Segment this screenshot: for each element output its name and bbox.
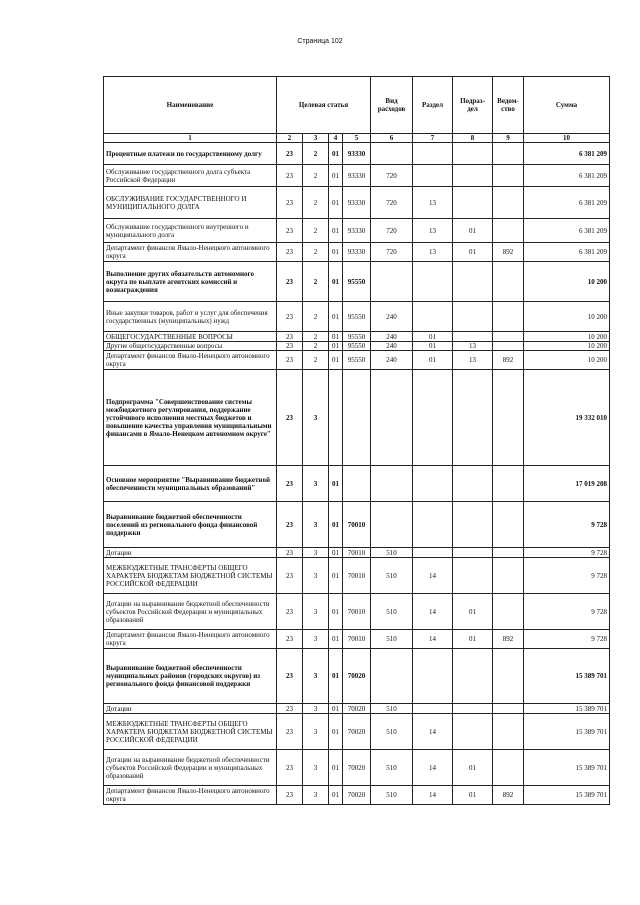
page-number: Страница 102 — [297, 38, 343, 45]
row-name: Другие общегосударственные вопросы — [104, 342, 277, 351]
target-code-1: 23 — [277, 558, 303, 594]
target-code-4: 70010 — [343, 630, 371, 649]
row-name: Департамент финансов Ямало-Ненецкого автономного округа — [104, 351, 277, 370]
table-row — [104, 370, 610, 466]
sum-cell: 10 200 — [524, 302, 610, 332]
expense-type-cell: 720 — [371, 187, 413, 219]
target-code-2: 3 — [303, 704, 329, 714]
expense-type-cell: 240 — [371, 342, 413, 351]
department-cell — [493, 466, 524, 502]
target-code-1: 23 — [277, 750, 303, 786]
sum-cell: 10 200 — [524, 351, 610, 370]
section-cell — [413, 704, 453, 714]
target-code-2: 3 — [303, 630, 329, 649]
target-code-4: 70010 — [343, 594, 371, 630]
expense-type-cell: 720 — [371, 165, 413, 187]
table-row — [104, 243, 610, 262]
table-row — [104, 219, 610, 243]
table-row — [104, 143, 610, 165]
sum-cell: 6 381 209 — [524, 165, 610, 187]
section-cell: 01 — [413, 332, 453, 342]
expense-type-cell — [371, 649, 413, 704]
table-row — [104, 302, 610, 332]
sum-cell: 9 728 — [524, 502, 610, 548]
target-code-4: 70020 — [343, 786, 371, 805]
target-code-2: 3 — [303, 714, 329, 750]
expense-type-cell: 510 — [371, 786, 413, 805]
section-cell — [413, 466, 453, 502]
department-cell — [493, 219, 524, 243]
target-code-2: 2 — [303, 165, 329, 187]
header-name: Наименование — [104, 77, 277, 134]
target-code-3: 01 — [329, 704, 343, 714]
row-name: Департамент финансов Ямало-Ненецкого автономного округа — [104, 630, 277, 649]
subsection-cell — [453, 502, 493, 548]
header-row — [104, 77, 610, 134]
target-code-3 — [329, 370, 343, 466]
section-cell: 14 — [413, 630, 453, 649]
column-number: 7 — [413, 134, 453, 143]
section-cell: 13 — [413, 243, 453, 262]
target-code-3: 01 — [329, 630, 343, 649]
target-code-2: 2 — [303, 243, 329, 262]
subsection-cell — [453, 558, 493, 594]
row-name: Выполнение других обязательств автономного округа по выплате агентских комиссий и вознаграждения — [104, 262, 277, 302]
target-code-1: 23 — [277, 302, 303, 332]
sum-cell: 10 200 — [524, 332, 610, 342]
subsection-cell — [453, 262, 493, 302]
target-code-2: 2 — [303, 351, 329, 370]
sum-cell: 10 200 — [524, 262, 610, 302]
sum-cell: 15 389 701 — [524, 649, 610, 704]
row-name: Основное мероприятие "Выравнивание бюджетной обеспеченности муниципальных образований" — [104, 466, 277, 502]
column-number: 2 — [277, 134, 303, 143]
department-cell — [493, 750, 524, 786]
row-name: Выравнивание бюджетной обеспеченности муниципальных районов (городских округов) из регионального фонда финансовой поддержки — [104, 649, 277, 704]
target-code-2: 2 — [303, 342, 329, 351]
header-target: Целевая статья — [277, 77, 371, 134]
target-code-4: 70020 — [343, 750, 371, 786]
expense-type-cell: 510 — [371, 594, 413, 630]
target-code-3: 01 — [329, 243, 343, 262]
expense-type-cell: 720 — [371, 219, 413, 243]
row-name: Департамент финансов Ямало-Ненецкого автономного округа — [104, 786, 277, 805]
section-cell — [413, 143, 453, 165]
target-code-3: 01 — [329, 548, 343, 558]
expense-type-cell — [371, 143, 413, 165]
row-name: Выравнивание бюджетной обеспеченности поселений из регионального фонда финансовой поддержки — [104, 502, 277, 548]
section-cell — [413, 370, 453, 466]
target-code-3: 01 — [329, 165, 343, 187]
department-cell — [493, 165, 524, 187]
subsection-cell — [453, 302, 493, 332]
sum-cell: 6 381 209 — [524, 243, 610, 262]
target-code-4: 95550 — [343, 262, 371, 302]
target-code-1: 23 — [277, 243, 303, 262]
department-cell: 892 — [493, 786, 524, 805]
target-code-1: 23 — [277, 187, 303, 219]
subsection-cell: 01 — [453, 594, 493, 630]
target-code-4: 93330 — [343, 187, 371, 219]
row-name: Департамент финансов Ямало-Ненецкого автономного округа — [104, 243, 277, 262]
department-cell: 892 — [493, 351, 524, 370]
sum-cell: 15 389 701 — [524, 750, 610, 786]
target-code-4: 70010 — [343, 502, 371, 548]
expense-type-cell — [371, 262, 413, 302]
target-code-2: 3 — [303, 558, 329, 594]
subsection-cell: 01 — [453, 750, 493, 786]
row-name: Дотации — [104, 548, 277, 558]
section-cell — [413, 548, 453, 558]
subsection-cell — [453, 187, 493, 219]
row-name: Дотации на выравнивание бюджетной обеспеченности субъектов Российской Федерации и муниципальных образований — [104, 594, 277, 630]
subsection-cell — [453, 704, 493, 714]
row-name: Обслуживание государственного долга субъекта Российской Федерации — [104, 165, 277, 187]
target-code-2: 2 — [303, 262, 329, 302]
target-code-1: 23 — [277, 548, 303, 558]
target-code-2: 3 — [303, 786, 329, 805]
table-row — [104, 262, 610, 302]
row-name: Обслуживание государственного внутреннего и муниципального долга — [104, 219, 277, 243]
target-code-4: 93330 — [343, 165, 371, 187]
target-code-2: 2 — [303, 332, 329, 342]
expense-type-cell: 510 — [371, 704, 413, 714]
target-code-3: 01 — [329, 594, 343, 630]
section-cell: 13 — [413, 187, 453, 219]
row-name: МЕЖБЮДЖЕТНЫЕ ТРАНСФЕРТЫ ОБЩЕГО ХАРАКТЕРА БЮДЖЕТАМ БЮДЖЕТНОЙ СИСТЕМЫ РОССИЙСКОЙ ФЕДЕРАЦИИ — [104, 558, 277, 594]
section-cell: 14 — [413, 786, 453, 805]
target-code-2: 3 — [303, 649, 329, 704]
column-number: 8 — [453, 134, 493, 143]
table-row — [104, 786, 610, 805]
column-number-row — [104, 134, 610, 143]
target-code-2: 3 — [303, 594, 329, 630]
table-row — [104, 342, 610, 351]
header-expense-type: Вид расходов — [371, 77, 413, 134]
department-cell — [493, 594, 524, 630]
target-code-4: 70020 — [343, 704, 371, 714]
header-sum: Сумма — [524, 77, 610, 134]
target-code-3: 01 — [329, 187, 343, 219]
table-row — [104, 649, 610, 704]
department-cell — [493, 342, 524, 351]
subsection-cell: 01 — [453, 786, 493, 805]
expense-type-cell: 510 — [371, 558, 413, 594]
target-code-4: 95550 — [343, 332, 371, 342]
target-code-3: 01 — [329, 714, 343, 750]
table-row — [104, 351, 610, 370]
target-code-1: 23 — [277, 219, 303, 243]
department-cell — [493, 187, 524, 219]
table-row — [104, 630, 610, 649]
sum-cell: 9 728 — [524, 630, 610, 649]
target-code-4 — [343, 370, 371, 466]
target-code-2: 3 — [303, 750, 329, 786]
target-code-4 — [343, 466, 371, 502]
expense-type-cell — [371, 466, 413, 502]
department-cell — [493, 502, 524, 548]
target-code-3: 01 — [329, 262, 343, 302]
target-code-1: 23 — [277, 351, 303, 370]
expense-type-cell: 720 — [371, 243, 413, 262]
sum-cell: 15 389 701 — [524, 704, 610, 714]
section-cell — [413, 262, 453, 302]
target-code-2: 3 — [303, 466, 329, 502]
department-cell — [493, 370, 524, 466]
target-code-2: 2 — [303, 143, 329, 165]
expense-type-cell: 510 — [371, 630, 413, 649]
row-name: Иные закупки товаров, работ и услуг для обеспечения государственных (муниципальных) нужд — [104, 302, 277, 332]
target-code-1: 23 — [277, 786, 303, 805]
target-code-1: 23 — [277, 466, 303, 502]
expense-type-cell: 240 — [371, 351, 413, 370]
section-cell — [413, 502, 453, 548]
expense-type-cell: 240 — [371, 332, 413, 342]
target-code-1: 23 — [277, 165, 303, 187]
department-cell — [493, 262, 524, 302]
table-row — [104, 466, 610, 502]
department-cell — [493, 143, 524, 165]
table-row — [104, 165, 610, 187]
sum-cell: 9 728 — [524, 558, 610, 594]
target-code-2: 3 — [303, 548, 329, 558]
target-code-1: 23 — [277, 502, 303, 548]
sum-cell: 6 381 209 — [524, 143, 610, 165]
row-name: Процентные платежи по государственному долгу — [104, 143, 277, 165]
target-code-4: 95550 — [343, 302, 371, 332]
expense-type-cell: 510 — [371, 714, 413, 750]
section-cell — [413, 165, 453, 187]
target-code-4: 70010 — [343, 558, 371, 594]
table-row — [104, 750, 610, 786]
target-code-1: 23 — [277, 332, 303, 342]
department-cell — [493, 548, 524, 558]
target-code-1: 23 — [277, 143, 303, 165]
column-number: 5 — [343, 134, 371, 143]
section-cell: 13 — [413, 219, 453, 243]
column-number: 1 — [104, 134, 277, 143]
table-row — [104, 187, 610, 219]
row-name: ОБСЛУЖИВАНИЕ ГОСУДАРСТВЕННОГО И МУНИЦИПАЛЬНОГО ДОЛГА — [104, 187, 277, 219]
column-number: 4 — [329, 134, 343, 143]
sum-cell: 6 381 209 — [524, 187, 610, 219]
section-cell — [413, 649, 453, 704]
target-code-1: 23 — [277, 630, 303, 649]
subsection-cell — [453, 143, 493, 165]
target-code-4: 70020 — [343, 714, 371, 750]
target-code-1: 23 — [277, 714, 303, 750]
row-name: МЕЖБЮДЖЕТНЫЕ ТРАНСФЕРТЫ ОБЩЕГО ХАРАКТЕРА БЮДЖЕТАМ БЮДЖЕТНОЙ СИСТЕМЫ РОССИЙСКОЙ ФЕДЕРАЦИИ — [104, 714, 277, 750]
table-row — [104, 594, 610, 630]
sum-cell: 10 200 — [524, 342, 610, 351]
sum-cell: 17 019 208 — [524, 466, 610, 502]
target-code-3: 01 — [329, 143, 343, 165]
column-number: 9 — [493, 134, 524, 143]
sum-cell: 6 381 209 — [524, 219, 610, 243]
department-cell — [493, 649, 524, 704]
target-code-1: 23 — [277, 370, 303, 466]
target-code-2: 3 — [303, 502, 329, 548]
section-cell — [413, 302, 453, 332]
column-number: 10 — [524, 134, 610, 143]
sum-cell: 9 728 — [524, 548, 610, 558]
expense-type-cell — [371, 370, 413, 466]
target-code-3: 01 — [329, 219, 343, 243]
row-name: Дотации на выравнивание бюджетной обеспеченности субъектов Российской Федерации и муниципальных образований — [104, 750, 277, 786]
subsection-cell — [453, 370, 493, 466]
target-code-4: 93330 — [343, 219, 371, 243]
department-cell: 892 — [493, 630, 524, 649]
table-row — [104, 558, 610, 594]
table-row — [104, 332, 610, 342]
department-cell — [493, 332, 524, 342]
table-row — [104, 714, 610, 750]
target-code-3: 01 — [329, 302, 343, 332]
section-cell: 01 — [413, 342, 453, 351]
target-code-2: 2 — [303, 219, 329, 243]
section-cell: 14 — [413, 594, 453, 630]
subsection-cell: 01 — [453, 630, 493, 649]
table-row — [104, 502, 610, 548]
target-code-4: 70020 — [343, 649, 371, 704]
subsection-cell — [453, 466, 493, 502]
budget-table — [103, 76, 610, 805]
header-section: Раздел — [413, 77, 453, 134]
row-name: ОБЩЕГОСУДАРСТВЕННЫЕ ВОПРОСЫ — [104, 332, 277, 342]
subsection-cell: 01 — [453, 243, 493, 262]
department-cell — [493, 714, 524, 750]
section-cell: 14 — [413, 558, 453, 594]
target-code-1: 23 — [277, 262, 303, 302]
subsection-cell — [453, 649, 493, 704]
expense-type-cell: 510 — [371, 750, 413, 786]
target-code-1: 23 — [277, 704, 303, 714]
target-code-3: 01 — [329, 750, 343, 786]
sum-cell: 9 728 — [524, 594, 610, 630]
target-code-3: 01 — [329, 466, 343, 502]
target-code-3: 01 — [329, 649, 343, 704]
subsection-cell — [453, 548, 493, 558]
target-code-3: 01 — [329, 502, 343, 548]
target-code-2: 3 — [303, 370, 329, 466]
target-code-1: 23 — [277, 649, 303, 704]
target-code-2: 2 — [303, 187, 329, 219]
subsection-cell: 01 — [453, 219, 493, 243]
target-code-3: 01 — [329, 342, 343, 351]
header-department: Ведом-ство — [493, 77, 524, 134]
subsection-cell — [453, 332, 493, 342]
target-code-4: 93330 — [343, 243, 371, 262]
subsection-cell — [453, 714, 493, 750]
section-cell: 01 — [413, 351, 453, 370]
target-code-4: 95550 — [343, 342, 371, 351]
expense-type-cell: 510 — [371, 548, 413, 558]
expense-type-cell: 240 — [371, 302, 413, 332]
target-code-4: 70010 — [343, 548, 371, 558]
subsection-cell: 13 — [453, 351, 493, 370]
subsection-cell: 13 — [453, 342, 493, 351]
column-number: 6 — [371, 134, 413, 143]
target-code-3: 01 — [329, 351, 343, 370]
subsection-cell — [453, 165, 493, 187]
target-code-3: 01 — [329, 332, 343, 342]
row-name: Подпрограмма "Совершенствование системы межбюджетного регулирования, поддержание устойчивого исполнения местных бюджетов и повышение качества управления муниципальными финансами в Ямало-Ненецком автономном округе" — [104, 370, 277, 466]
row-name: Дотации — [104, 704, 277, 714]
target-code-4: 93330 — [343, 143, 371, 165]
target-code-3: 01 — [329, 558, 343, 594]
target-code-3: 01 — [329, 786, 343, 805]
expense-type-cell — [371, 502, 413, 548]
column-number: 3 — [303, 134, 329, 143]
department-cell: 892 — [493, 243, 524, 262]
section-cell: 14 — [413, 714, 453, 750]
sum-cell: 15 389 701 — [524, 714, 610, 750]
target-code-1: 23 — [277, 342, 303, 351]
target-code-1: 23 — [277, 594, 303, 630]
header-subsection: Подраз-дел — [453, 77, 493, 134]
table-row — [104, 704, 610, 714]
sum-cell: 15 389 701 — [524, 786, 610, 805]
department-cell — [493, 302, 524, 332]
sum-cell: 19 332 010 — [524, 370, 610, 466]
target-code-2: 2 — [303, 302, 329, 332]
target-code-4: 95550 — [343, 351, 371, 370]
table-row — [104, 548, 610, 558]
section-cell: 14 — [413, 750, 453, 786]
department-cell — [493, 704, 524, 714]
department-cell — [493, 558, 524, 594]
